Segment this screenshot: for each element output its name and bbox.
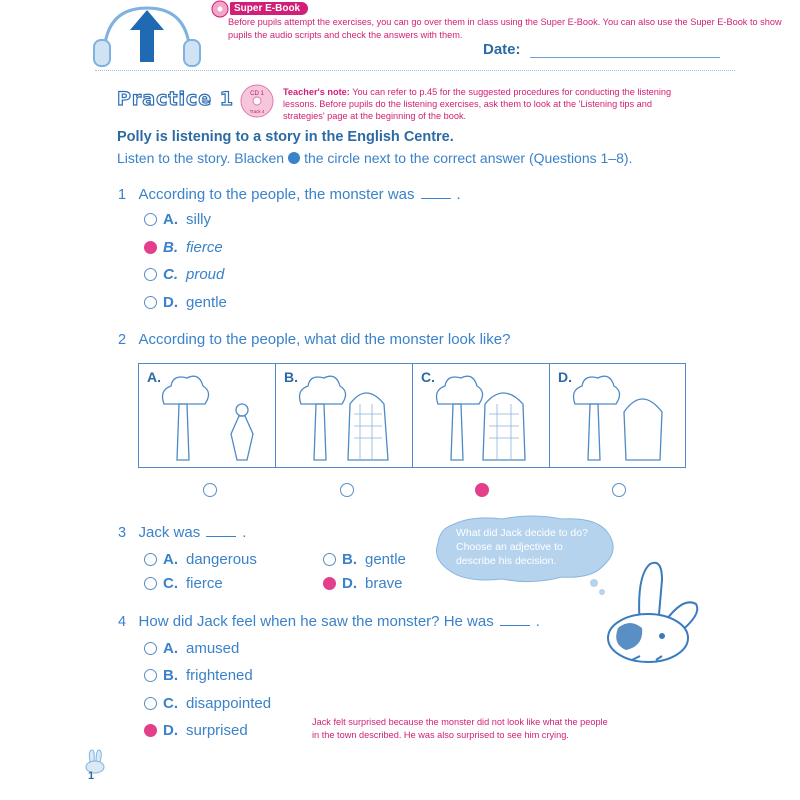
option-letter: A. xyxy=(163,211,178,228)
picture-d-radio[interactable] xyxy=(612,483,626,497)
question-text: According to the people, the monster was xyxy=(138,186,415,203)
radio-circle[interactable] xyxy=(144,642,157,655)
option-letter: D. xyxy=(163,722,178,739)
radio-circle-filled[interactable] xyxy=(144,241,157,254)
picture-label: C. xyxy=(421,369,435,385)
q1-option-c[interactable] xyxy=(144,266,224,283)
date-label: Date: xyxy=(483,41,521,58)
q3-option-b[interactable] xyxy=(323,551,406,568)
question-text: How did Jack feel when he saw the monster? He was xyxy=(138,613,494,630)
track-label: Track 4 xyxy=(249,109,265,114)
option-text: surprised xyxy=(186,722,248,739)
q3-option-d[interactable] xyxy=(323,575,403,592)
option-text: silly xyxy=(186,211,211,228)
answer-footnote: Jack felt surprised because the monster did not look like what the people in the town described. He was also surprised to see him crying. xyxy=(312,717,608,740)
option-letter: D. xyxy=(342,575,357,592)
option-text: fierce xyxy=(186,575,223,592)
intro-line-1: Polly is listening to a story in the English Centre. xyxy=(117,129,454,145)
option-letter: A. xyxy=(163,640,178,657)
question-number: 1 xyxy=(118,187,127,203)
picture-label: D. xyxy=(558,369,572,385)
header-divider xyxy=(95,70,735,71)
question-4 xyxy=(118,613,540,631)
date-line[interactable] xyxy=(530,57,720,58)
q1-option-d[interactable] xyxy=(144,294,227,311)
question-text: According to the people, what did the monster look like? xyxy=(138,331,511,348)
answer-blank xyxy=(206,536,236,537)
option-letter: B. xyxy=(163,239,178,256)
super-ebook-badge: Super E-Book xyxy=(230,2,308,15)
q4-option-d[interactable] xyxy=(144,722,248,739)
option-text: brave xyxy=(365,575,403,592)
intro-line-2b: the circle next to the correct answer (Questions 1–8). xyxy=(304,150,633,166)
radio-circle[interactable] xyxy=(144,268,157,281)
ebook-note: Before pupils attempt the exercises, you can go over them in class using the Super E-Book. You can also use the Super E-Book to show pupils the audio scripts and check the answers with them. xyxy=(228,17,782,40)
option-text: amused xyxy=(186,640,240,657)
radio-circle[interactable] xyxy=(323,553,336,566)
rabbit-mascot-icon xyxy=(600,556,702,666)
picture-label: A. xyxy=(147,369,161,385)
option-letter: B. xyxy=(342,551,357,568)
picture-c-radio-filled[interactable] xyxy=(475,483,489,497)
intro-line-2a: Listen to the story. Blacken xyxy=(117,150,285,166)
option-letter: A. xyxy=(163,551,178,568)
question-number: 2 xyxy=(118,332,127,348)
picture-a[interactable] xyxy=(139,364,276,467)
filled-circle-icon xyxy=(288,152,300,164)
radio-circle[interactable] xyxy=(144,213,157,226)
picture-options-grid xyxy=(138,363,686,468)
radio-circle[interactable] xyxy=(144,553,157,566)
radio-circle[interactable] xyxy=(144,577,157,590)
teacher-note xyxy=(283,86,693,122)
picture-a-radio[interactable] xyxy=(203,483,217,497)
option-text: frightened xyxy=(186,667,253,684)
question-3 xyxy=(118,524,246,542)
option-text: fierce xyxy=(186,239,223,256)
picture-b-radio[interactable] xyxy=(340,483,354,497)
q3-option-a[interactable] xyxy=(144,551,257,568)
question-1 xyxy=(118,186,461,204)
disc-icon xyxy=(211,0,229,18)
teacher-note-text: You can refer to p.45 for the suggested procedures for conducting the listening lessons. Before pupils do the listening exercises, ask them to look at the 'Listening tips and strategies' page at the beginning of the book. xyxy=(283,87,672,121)
option-letter: D. xyxy=(163,294,178,311)
option-letter: C. xyxy=(163,695,178,712)
cd-icon xyxy=(240,84,274,118)
question-end: . xyxy=(456,186,461,203)
page-number: 1 xyxy=(88,770,95,782)
radio-circle[interactable] xyxy=(144,669,157,682)
option-letter: B. xyxy=(163,667,178,684)
picture-label: B. xyxy=(284,369,298,385)
q3-option-c[interactable] xyxy=(144,575,223,592)
q4-option-c[interactable] xyxy=(144,695,271,712)
option-text: disappointed xyxy=(186,695,272,712)
picture-b[interactable] xyxy=(276,364,413,467)
intro-line-2 xyxy=(117,150,632,166)
option-text: proud xyxy=(186,266,225,283)
question-text: Jack was xyxy=(138,524,201,541)
answer-blank xyxy=(421,198,451,199)
answer-blank xyxy=(500,625,530,626)
picture-d[interactable] xyxy=(550,364,686,467)
question-end: . xyxy=(535,613,540,630)
option-letter: C. xyxy=(163,575,178,592)
radio-circle-filled[interactable] xyxy=(144,724,157,737)
radio-circle-filled[interactable] xyxy=(323,577,336,590)
practice-title: Practice 1 xyxy=(117,88,234,110)
option-text: gentle xyxy=(186,294,227,311)
question-2 xyxy=(118,331,510,349)
q1-option-a[interactable] xyxy=(144,211,211,228)
picture-c[interactable] xyxy=(413,364,550,467)
headphones-arrow-icon xyxy=(92,0,202,70)
teacher-note-label: Teacher's note: xyxy=(283,87,350,97)
radio-circle[interactable] xyxy=(144,296,157,309)
option-text: gentle xyxy=(365,551,406,568)
q1-option-b[interactable] xyxy=(144,239,223,256)
question-number: 3 xyxy=(118,525,127,541)
question-number: 4 xyxy=(118,614,127,630)
cd-label: CD 1 xyxy=(250,91,264,97)
q4-option-a[interactable] xyxy=(144,640,239,657)
question-end: . xyxy=(242,524,247,541)
option-letter: C. xyxy=(163,266,178,283)
thought-bubble-text: What did Jack decide to do? Choose an adjective to describe his decision. xyxy=(456,527,588,567)
q4-option-b[interactable] xyxy=(144,667,253,684)
radio-circle[interactable] xyxy=(144,697,157,710)
option-text: dangerous xyxy=(186,551,257,568)
